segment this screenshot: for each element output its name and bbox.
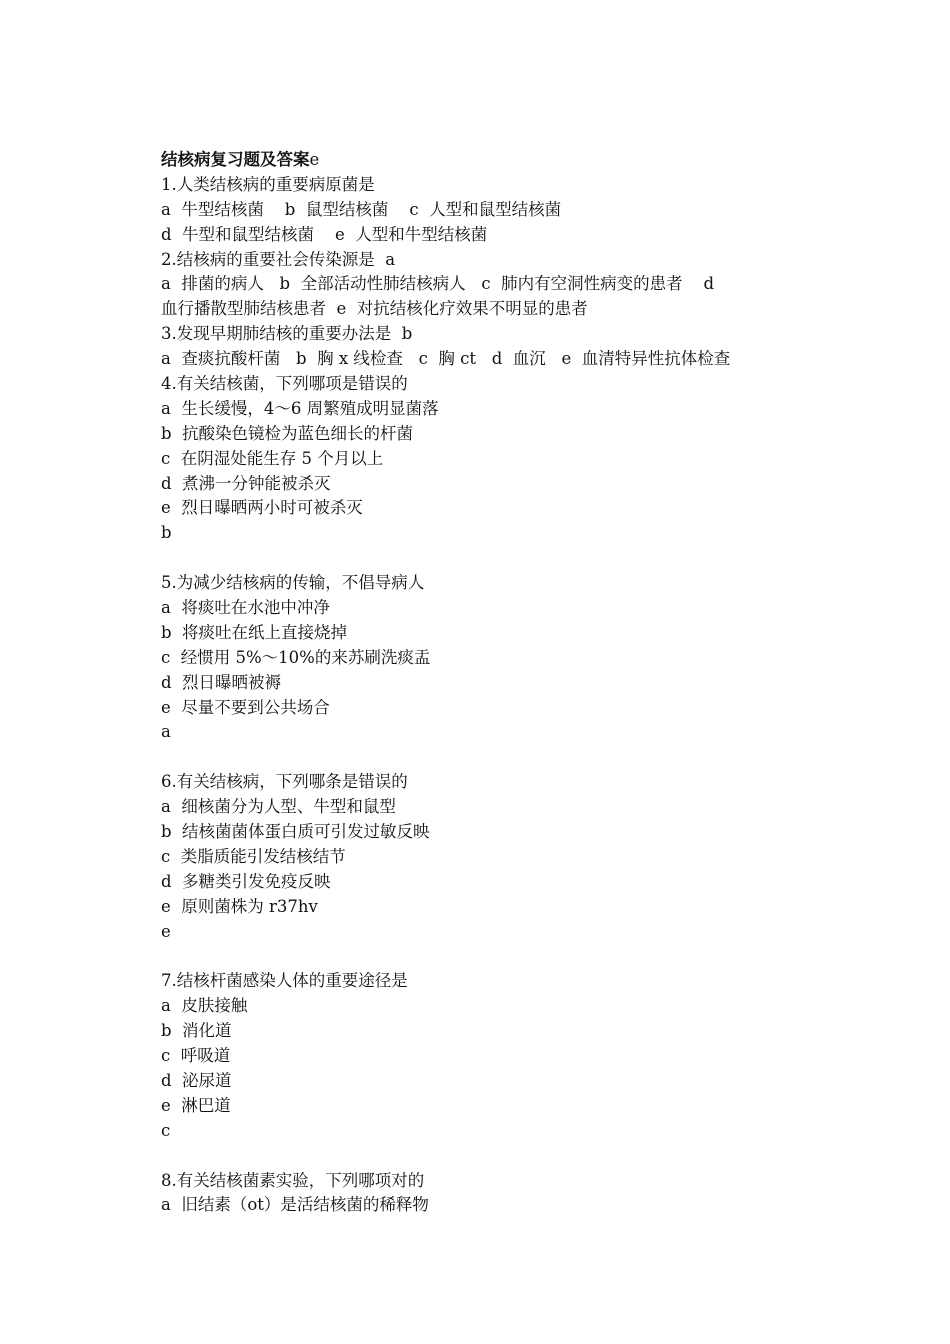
text-line: a 皮肤接触 bbox=[161, 996, 248, 1016]
text-line: 1.人类结核病的重要病原菌是 bbox=[161, 174, 375, 194]
text-line: d 泌尿道 bbox=[161, 1070, 232, 1090]
text-line: a 旧结素（ot）是活结核菌的稀释物 bbox=[161, 1195, 429, 1215]
text-line: d 多糖类引发免疫反映 bbox=[161, 871, 331, 891]
text-line: a bbox=[161, 722, 171, 742]
blank-line bbox=[161, 1144, 841, 1169]
question-block bbox=[161, 1169, 841, 1219]
question-list bbox=[161, 173, 841, 1218]
text-line: e 烈日曝晒两小时可被杀灭 bbox=[161, 498, 363, 518]
text-line: 血行播散型肺结核患者 e 对抗结核化疗效果不明显的患者 bbox=[161, 299, 588, 319]
question-block bbox=[161, 969, 841, 1143]
text-line: d 煮沸一分钟能被杀灭 bbox=[161, 473, 331, 493]
text-line: c 经惯用 5%～10%的来苏刷洗痰盂 bbox=[161, 647, 431, 667]
text-line: d 烈日曝晒被褥 bbox=[161, 672, 282, 692]
text-line: b bbox=[161, 523, 172, 543]
question-block bbox=[161, 173, 841, 546]
text-line: 5.为减少结核病的传输，不倡导病人 bbox=[161, 573, 425, 593]
text-line: b 抗酸染色镜检为蓝色细长的杆菌 bbox=[161, 423, 414, 443]
text-line: c 呼吸道 bbox=[161, 1046, 231, 1066]
text-line: e bbox=[161, 921, 171, 941]
title-text: 结核病复习题及答案 bbox=[161, 150, 310, 169]
text-line: c 类脂质能引发结核结节 bbox=[161, 846, 346, 866]
document-body bbox=[161, 148, 841, 1218]
document-title bbox=[161, 148, 841, 173]
text-line: a 牛型结核菌 b 鼠型结核菌 c 人型和鼠型结核菌 bbox=[161, 199, 562, 219]
title-suffix: e bbox=[309, 150, 320, 169]
question-block bbox=[161, 571, 841, 745]
text-line: a 生长缓慢，4～6 周繁殖成明显菌落 bbox=[161, 398, 439, 418]
text-line: 2.结核病的重要社会传染源是 a bbox=[161, 249, 396, 269]
text-line: c bbox=[161, 1120, 171, 1140]
question-block bbox=[161, 770, 841, 944]
text-line: 7.结核杆菌感染人体的重要途径是 bbox=[161, 971, 408, 991]
text-line: a 细核菌分为人型、牛型和鼠型 bbox=[161, 797, 396, 817]
text-line: c 在阴湿处能生存 5 个月以上 bbox=[161, 448, 384, 468]
text-line: a 将痰吐在水池中冲净 bbox=[161, 598, 330, 618]
text-line: b 将痰吐在纸上直接烧掉 bbox=[161, 622, 348, 642]
text-line: 8.有关结核菌素实验，下列哪项对的 bbox=[161, 1170, 425, 1190]
text-line: d 牛型和鼠型结核菌 e 人型和牛型结核菌 bbox=[161, 224, 488, 244]
text-line: e 尽量不要到公共场合 bbox=[161, 697, 330, 717]
text-line: e 淋巴道 bbox=[161, 1095, 231, 1115]
blank-line bbox=[161, 745, 841, 770]
text-line: e 原则菌株为 r37hv bbox=[161, 896, 318, 916]
text-line: a 排菌的病人 b 全部活动性肺结核病人 c 肺内有空洞性病变的患者 d bbox=[161, 274, 715, 294]
blank-line bbox=[161, 546, 841, 571]
text-line: b 消化道 bbox=[161, 1021, 232, 1041]
text-line: 3.发现早期肺结核的重要办法是 b bbox=[161, 324, 413, 344]
text-line: a 查痰抗酸杆菌 b 胸 x 线检查 c 胸 ct d 血沉 e 血清特异性抗体检查 bbox=[161, 349, 731, 369]
blank-line bbox=[161, 945, 841, 970]
text-line: 6.有关结核病，下列哪条是错误的 bbox=[161, 772, 408, 792]
text-line: 4.有关结核菌，下列哪项是错误的 bbox=[161, 374, 408, 394]
text-line: b 结核菌菌体蛋白质可引发过敏反映 bbox=[161, 822, 430, 842]
